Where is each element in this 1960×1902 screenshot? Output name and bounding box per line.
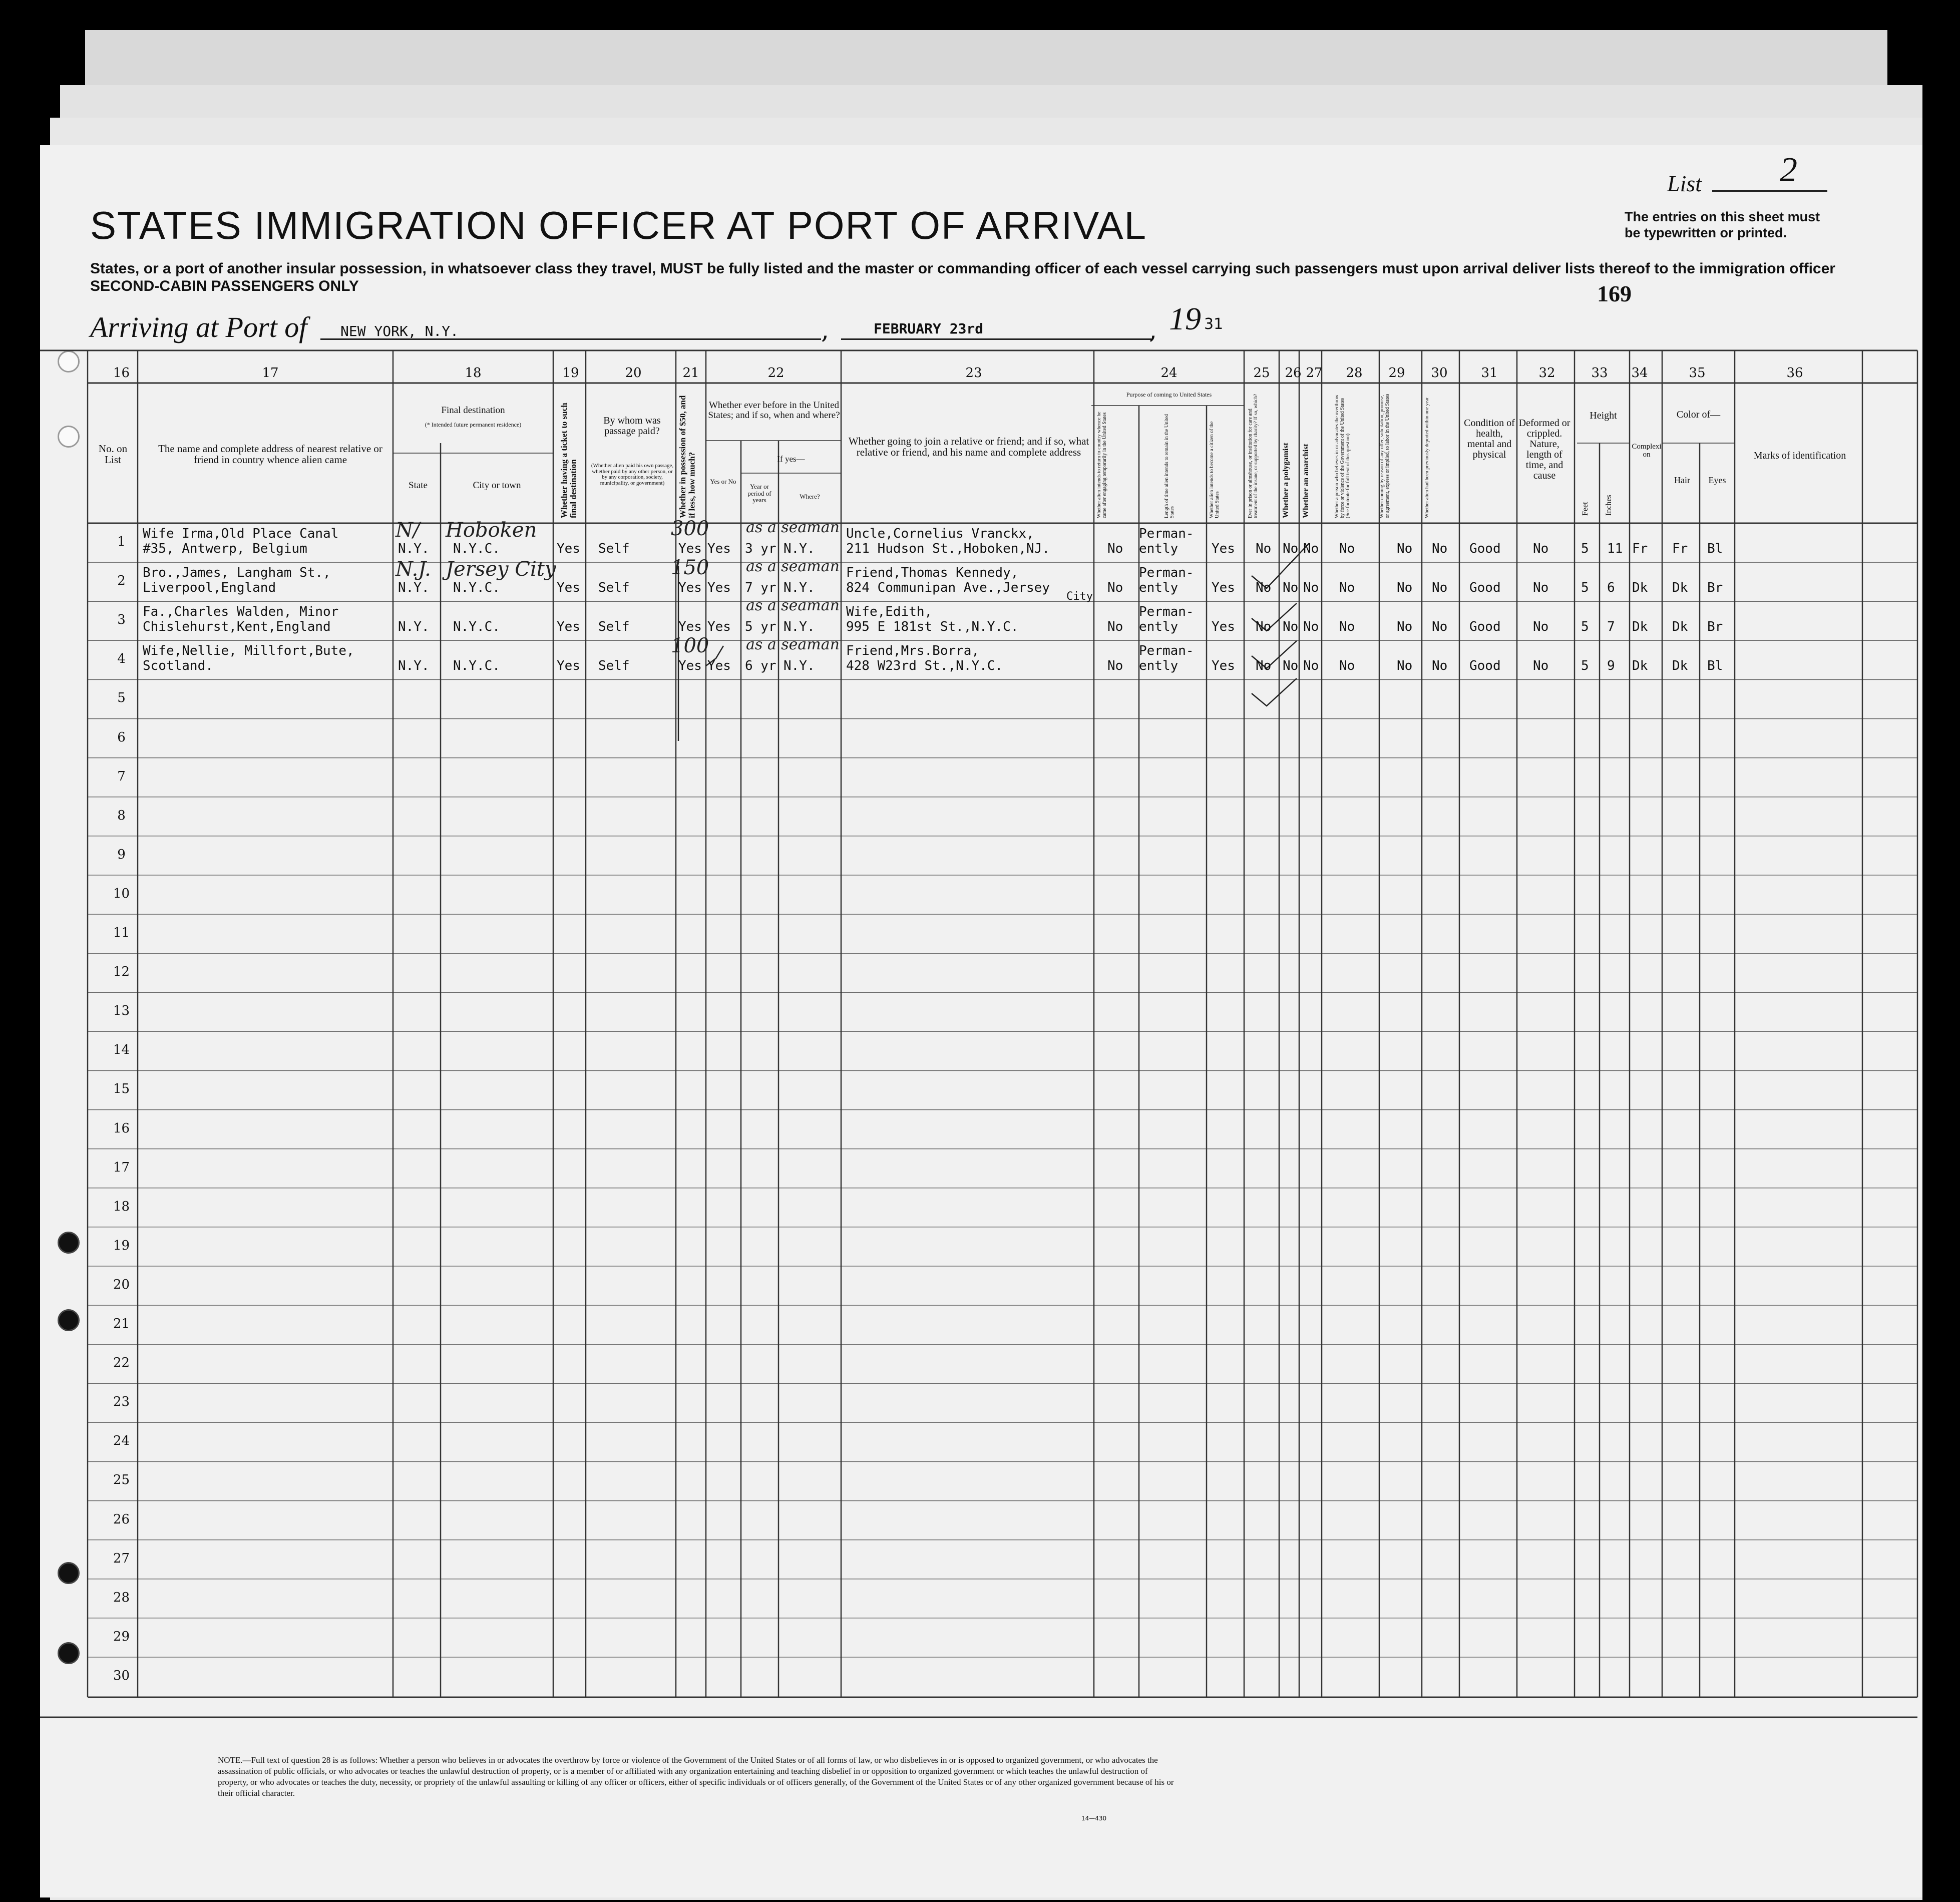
row-number: 13 — [113, 1003, 130, 1019]
cell-state: N.Y. — [398, 580, 430, 596]
cell-health: Good — [1469, 619, 1501, 635]
cell-c30: No — [1432, 541, 1448, 556]
cell-inches: 9 — [1607, 658, 1615, 674]
cell-ticket: Yes — [557, 658, 580, 674]
cell-relative-1: Wife,Nellie, Millfort,Bute, — [143, 643, 354, 659]
cell-c25: No — [1256, 619, 1272, 635]
cell-relative-2: Scotland. — [143, 658, 213, 674]
cell-p-a: No — [1107, 619, 1123, 635]
cell-c27: No — [1303, 658, 1319, 674]
header-height: Height — [1590, 410, 1617, 421]
row-number: 22 — [113, 1355, 130, 1371]
header-color-of: Color of— — [1676, 409, 1721, 420]
row-number: 18 — [113, 1199, 130, 1214]
cell-hair: Fr — [1672, 541, 1688, 556]
cell-years: 3 yr — [745, 541, 776, 556]
column-number: 18 — [465, 365, 482, 381]
row-number: 9 — [117, 847, 126, 862]
row-number: 15 — [113, 1081, 130, 1097]
cell-deformed: No — [1533, 619, 1549, 635]
row-number: 20 — [113, 1277, 130, 1292]
column-number: 21 — [682, 365, 699, 381]
cell-health: Good — [1469, 658, 1501, 674]
cell-p-c: Yes — [1212, 541, 1235, 556]
column-number: 17 — [262, 365, 279, 381]
handwritten-money: 300 — [671, 517, 709, 540]
cell-c29: No — [1397, 541, 1413, 556]
row-number: 26 — [113, 1511, 130, 1527]
entries-note: be typewritten or printed. — [1625, 225, 1787, 240]
entries-note: The entries on this sheet must — [1625, 209, 1820, 224]
cell-deformed: No — [1533, 541, 1549, 556]
cell-c30: No — [1432, 580, 1448, 596]
row-number: 7 — [117, 769, 126, 784]
cell-city: N.Y.C. — [453, 658, 500, 674]
cell-c27: No — [1303, 580, 1319, 596]
cell-c28: No — [1339, 619, 1355, 635]
cell-join-1: Wife,Edith, — [846, 604, 933, 620]
cell-health: Good — [1469, 541, 1501, 556]
cell-money: Yes — [678, 541, 702, 556]
cell-before: Yes — [707, 619, 731, 635]
cell-relative-2: Liverpool,England — [143, 580, 276, 596]
cell-city: N.Y.C. — [453, 541, 500, 556]
row-number: 3 — [117, 612, 126, 628]
cell-c27: No — [1303, 541, 1319, 556]
cell-c26: No — [1283, 658, 1299, 674]
arrival-year-prefix: 19 — [1169, 301, 1201, 336]
handwritten-state: N.J. — [396, 558, 431, 581]
cell-p-b-2: ently — [1139, 541, 1179, 556]
header-final-destination: Final destination — [441, 405, 505, 416]
arriving-label: Arriving at Port of — [90, 311, 307, 343]
cell-feet: 5 — [1581, 580, 1589, 596]
cell-c29: No — [1397, 658, 1413, 674]
header-complexion: Complexion — [1632, 443, 1662, 459]
row-number: 1 — [117, 534, 126, 549]
header-q29: Whether coming by reason of any offer, solicitation, promise, or agreement, express or implied, to labor in the United States — [1379, 394, 1390, 518]
header-eyes: Eyes — [1708, 475, 1726, 485]
column-number: 31 — [1481, 365, 1498, 381]
row-number: 19 — [113, 1238, 130, 1253]
handwritten-before: as a seaman — [746, 519, 840, 536]
row-number: 10 — [113, 886, 130, 901]
cell-relative-1: Bro.,James, Langham St., — [143, 565, 331, 581]
cell-join-2: 995 E 181st St.,N.Y.C. — [846, 619, 1019, 635]
column-number: 23 — [965, 365, 982, 381]
cell-join-1: Friend,Thomas Kennedy, — [846, 565, 1019, 581]
cell-c29: No — [1397, 619, 1413, 635]
row-number: 2 — [117, 573, 126, 589]
cell-passage: Self — [598, 658, 630, 674]
cell-complexion: Dk — [1632, 619, 1648, 635]
row-number: 16 — [113, 1120, 130, 1136]
header-state: State — [409, 480, 428, 491]
header-prison: Ever in prison or almshouse, or institution for care and treatment of the insane, or supported by charity? If so, which? — [1248, 394, 1259, 518]
cell-ticket: Yes — [557, 580, 580, 596]
cell-c28: No — [1339, 580, 1355, 596]
header-polygamist: Whether a polygamist — [1282, 443, 1290, 518]
header-money: Whether in possession of $50, and if less, how much? — [678, 395, 697, 518]
header-passage: By whom was passage paid? — [603, 415, 661, 437]
cell-p-b-1: Perman- — [1139, 643, 1194, 659]
cell-before: Yes — [707, 580, 731, 596]
list-label: List — [1667, 171, 1702, 196]
row-number: 21 — [113, 1316, 130, 1331]
column-number: 16 — [113, 365, 130, 381]
header-purpose: Purpose of coming to United States — [1126, 391, 1212, 398]
cell-c25: No — [1256, 541, 1272, 556]
header-purpose-citizen: Whether alien intends to become a citizen of the United States — [1209, 421, 1220, 518]
cell-complexion: Fr — [1632, 541, 1648, 556]
arrival-date: FEBRUARY 23rd — [874, 320, 984, 337]
column-number: 30 — [1431, 365, 1448, 381]
header-health: Condition of health, mental and physical — [1464, 418, 1515, 460]
cell-before: Yes — [707, 658, 731, 674]
column-number: 34 — [1631, 365, 1648, 381]
cell-money: Yes — [678, 580, 702, 596]
column-number: 20 — [625, 365, 642, 381]
cell-relative-1: Fa.,Charles Walden, Minor — [143, 604, 339, 620]
cell-join-2: 428 W23rd St.,N.Y.C. — [846, 658, 1003, 674]
header-ticket: Whether having a ticket to such final destination — [559, 403, 578, 518]
column-number: 22 — [767, 365, 785, 381]
cell-where: N.Y. — [783, 580, 815, 596]
cell-complexion: Dk — [1632, 580, 1648, 596]
cell-city: N.Y.C. — [453, 580, 500, 596]
handwritten-city: Hoboken — [446, 519, 537, 542]
cell-ticket: Yes — [557, 541, 580, 556]
cell-relative-1: Wife Irma,Old Place Canal — [143, 526, 339, 541]
column-number: 29 — [1388, 365, 1405, 381]
column-number: 19 — [562, 365, 579, 381]
cell-p-a: No — [1107, 541, 1123, 556]
cell-where: N.Y. — [783, 541, 815, 556]
column-number: 25 — [1253, 365, 1270, 381]
passenger-class: SECOND-CABIN PASSENGERS ONLY — [90, 278, 359, 294]
column-number: 26 — [1285, 365, 1302, 381]
page-number: 169 — [1597, 281, 1632, 306]
cell-p-b-1: Perman- — [1139, 526, 1194, 541]
form-code: 14—430 — [1081, 1815, 1107, 1822]
header-q30: Whether alien had been previously deported within one year — [1424, 397, 1430, 518]
row-number: 29 — [113, 1629, 130, 1644]
cell-relative-2: Chislehurst,Kent,England — [143, 619, 331, 635]
footnote: NOTE.—Full text of question 28 is as follows: Whether a person who believes in or advocates the overthrow by force or violence of the Government of the United States or of all forms of law, or who disbelieves in or is opposed to organized government, or who advocates the assassination of public officials, or who advocates or teaches the unlawful destruction of property, or is a member of or affiliated with any organization entertaining and teaching disbelief in or opposition to organized government or which teaches the unlawful destruction of property, or who advocates or teaches the duty, necessity, or propriety of the unlawful assaulting or killing of any officer or officers, either of specific individuals or of officers generally, of the Government of the United States or of any other organized government because of his or their official character. — [218, 1755, 1174, 1798]
header-hair: Hair — [1674, 475, 1690, 485]
row-number: 6 — [117, 729, 126, 745]
header-before-us: Whether ever before in the United States; and if so, when and where? — [708, 400, 840, 421]
header-yes-no: Yes or No — [710, 478, 736, 485]
row-number: 5 — [117, 690, 126, 706]
cell-state: N.Y. — [398, 658, 430, 674]
cell-c26: No — [1283, 541, 1299, 556]
cell-p-c: Yes — [1212, 658, 1235, 674]
cell-c28: No — [1339, 658, 1355, 674]
cell-complexion: Dk — [1632, 658, 1648, 674]
cell-c25: No — [1256, 658, 1272, 674]
cell-hair: Dk — [1672, 619, 1688, 635]
cell-c25: No — [1256, 580, 1272, 596]
cell-c26: No — [1283, 580, 1299, 596]
cell-years: 5 yr — [745, 619, 776, 635]
cell-p-c: Yes — [1212, 619, 1235, 635]
row-number: 17 — [113, 1160, 130, 1175]
cell-inches: 7 — [1607, 619, 1615, 635]
row-number: 11 — [113, 925, 130, 940]
cell-c28: No — [1339, 541, 1355, 556]
cell-state: N.Y. — [398, 619, 430, 635]
cell-passage: Self — [598, 580, 630, 596]
cell-eyes: Br — [1707, 619, 1723, 635]
cell-where: N.Y. — [783, 658, 815, 674]
header-no-on-list: No. on List — [98, 443, 128, 466]
cell-p-c: Yes — [1212, 580, 1235, 596]
cell-p-a: No — [1107, 580, 1123, 596]
cell-hair: Dk — [1672, 580, 1688, 596]
header-deformed: Deformed or crippled. Nature, length of time, and cause — [1518, 418, 1571, 481]
header-purpose-length: Length of time alien intends to remain in the United States — [1164, 414, 1175, 518]
cell-inches: 11 — [1607, 541, 1623, 556]
cell-eyes: Bl — [1707, 658, 1723, 674]
handwritten-before: as a seaman — [746, 558, 840, 576]
arrival-year-suffix: 31 — [1204, 315, 1224, 333]
cell-c29: No — [1397, 580, 1413, 596]
cell-money: Yes — [678, 658, 702, 674]
cell-years: 7 yr — [745, 580, 776, 596]
cell-p-b-1: Perman- — [1139, 565, 1194, 581]
cell-passage: Self — [598, 541, 630, 556]
cell-c30: No — [1432, 658, 1448, 674]
separator: , — [821, 315, 829, 344]
header-purpose-return: Whether alien intends to return to country whence he came after engaging temporarily in the United States — [1096, 412, 1107, 518]
header-city: City or town — [473, 480, 521, 491]
header-joining: Whether going to join a relative or friend; and if so, what relative or friend, and his name and complete address — [848, 435, 1089, 459]
row-number: 25 — [113, 1472, 130, 1488]
cell-join-3: City — [1066, 590, 1093, 603]
cell-c30: No — [1432, 619, 1448, 635]
row-number: 12 — [113, 964, 130, 980]
arrival-port: NEW YORK, N.Y. — [340, 323, 459, 339]
row-number: 8 — [117, 808, 126, 823]
cell-p-a: No — [1107, 658, 1123, 674]
cell-years: 6 yr — [745, 658, 776, 674]
cell-join-1: Friend,Mrs.Borra, — [846, 643, 980, 659]
header-year-period: Year or period of years — [747, 483, 771, 504]
cell-join-2: 824 Communipan Ave.,Jersey — [846, 580, 1050, 596]
header-if-yes: If yes— — [777, 454, 805, 464]
row-number: 23 — [113, 1394, 130, 1410]
page-title: STATES IMMIGRATION OFFICER AT PORT OF ARRIVAL — [90, 203, 1147, 247]
cell-eyes: Bl — [1707, 541, 1723, 556]
row-number: 30 — [113, 1668, 130, 1683]
header-passage-note: (Whether alien paid his own passage, whether paid by any other person, or by any corporation, society, municipality, or government) — [591, 463, 674, 486]
header-anarchist: Whether an anarchist — [1302, 444, 1310, 518]
header-relative: The name and complete address of nearest relative or friend in country whence alien came — [158, 443, 382, 466]
cell-deformed: No — [1533, 580, 1549, 596]
handwritten-money: 100 — [671, 634, 709, 658]
column-number: 36 — [1786, 365, 1803, 381]
cell-hair: Dk — [1672, 658, 1688, 674]
cell-deformed: No — [1533, 658, 1549, 674]
page-subtitle: States, or a port of another insular possession, in whatsoever class they travel, MUST be fully listed and the master or commanding officer of each vessel carrying such passengers must upon arrival deliver lists thereof to the immigration officer — [90, 260, 1835, 277]
cell-state: N.Y. — [398, 541, 430, 556]
cell-c27: No — [1303, 619, 1319, 635]
handwritten-state: N/ — [396, 519, 420, 542]
cell-join-1: Uncle,Cornelius Vranckx, — [846, 526, 1034, 541]
header-feet: Feet — [1581, 502, 1590, 516]
row-number: 24 — [113, 1433, 130, 1449]
list-number: 2 — [1780, 151, 1797, 189]
cell-p-b-2: ently — [1139, 658, 1179, 674]
cell-ticket: Yes — [557, 619, 580, 635]
handwritten-before: as a seaman — [746, 597, 840, 615]
row-number: 28 — [113, 1590, 130, 1605]
cell-money: Yes — [678, 619, 702, 635]
cell-p-b-2: ently — [1139, 580, 1179, 596]
cell-health: Good — [1469, 580, 1501, 596]
header-inches: Inches — [1605, 495, 1613, 516]
column-number: 33 — [1591, 365, 1608, 381]
handwritten-city: Jersey City — [446, 558, 556, 581]
cell-c26: No — [1283, 619, 1299, 635]
handwritten-before: as a seaman — [746, 636, 840, 654]
column-number: 24 — [1160, 365, 1178, 381]
header-where: Where? — [800, 493, 820, 500]
cell-relative-2: #35, Antwerp, Belgium — [143, 541, 307, 556]
row-number: 4 — [117, 651, 126, 667]
cell-p-b-2: ently — [1139, 619, 1179, 635]
row-number: 14 — [113, 1042, 130, 1058]
cell-feet: 5 — [1581, 541, 1589, 556]
cell-feet: 5 — [1581, 619, 1589, 635]
column-number: 32 — [1538, 365, 1555, 381]
cell-passage: Self — [598, 619, 630, 635]
cell-p-b-1: Perman- — [1139, 604, 1194, 620]
header-q28: Whether a person who believes in or advocates the overthrow by force or violence of the Government of the United States (See footnote for full text of this question) — [1334, 395, 1351, 518]
cell-before: Yes — [707, 541, 731, 556]
cell-feet: 5 — [1581, 658, 1589, 674]
header-marks: Marks of identification — [1753, 450, 1846, 461]
cell-inches: 6 — [1607, 580, 1615, 596]
cell-where: N.Y. — [783, 619, 815, 635]
row-number: 27 — [113, 1551, 130, 1566]
cell-join-2: 211 Hudson St.,Hoboken,NJ. — [846, 541, 1050, 556]
header-final-destination-note: (* Intended future permanent residence) — [425, 421, 522, 428]
column-number: 27 — [1306, 365, 1323, 381]
column-number: 28 — [1346, 365, 1363, 381]
separator: , — [1149, 315, 1157, 344]
cell-city: N.Y.C. — [453, 619, 500, 635]
handwritten-money: 150 — [671, 556, 709, 580]
column-number: 35 — [1689, 365, 1706, 381]
cell-eyes: Br — [1707, 580, 1723, 596]
